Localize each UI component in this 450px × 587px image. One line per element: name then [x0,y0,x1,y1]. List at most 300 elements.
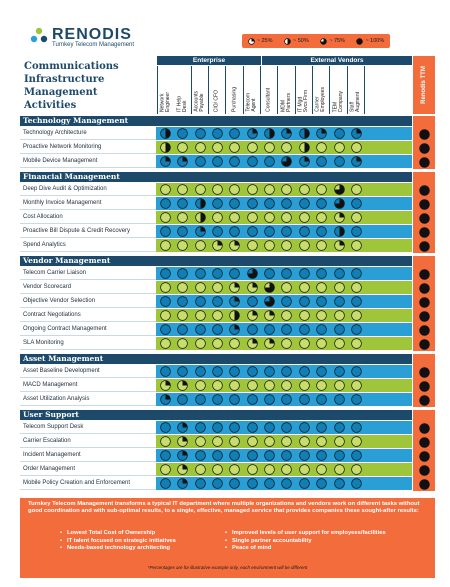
coverage-0-icon [247,478,258,489]
coverage-cell [279,365,294,378]
coverage-0-icon [299,380,310,391]
coverage-cell [349,281,364,294]
coverage-1-icon [299,156,310,167]
coverage-cell [332,365,347,378]
activity-label: Technology Architecture [20,127,156,140]
footer-panel [20,498,435,578]
coverage-4-icon [419,325,430,336]
coverage-0-icon [229,128,240,139]
coverage-cell [210,463,225,476]
coverage-0-icon [212,184,223,195]
coverage-0-icon [264,450,275,461]
coverage-0-icon [316,296,327,307]
coverage-0-icon [195,310,206,321]
coverage-0-icon [351,338,362,349]
coverage-cell [314,239,329,252]
coverage-cell [158,421,173,434]
coverage-cell [158,127,173,140]
coverage-cell [193,225,208,238]
coverage-4-icon [419,339,430,350]
activity-label: Monthly Invoice Management [20,197,156,210]
coverage-0-icon [316,184,327,195]
activity-row [20,225,412,239]
activity-label: Asset Baseline Development [20,365,156,378]
coverage-0-icon [351,478,362,489]
coverage-cell [262,393,277,406]
activity-label: Telecom Carrier Liaison [20,267,156,280]
coverage-cell [245,463,260,476]
coverage-0-icon [281,338,292,349]
coverage-cell [193,281,208,294]
coverage-cell [193,393,208,406]
coverage-0-icon [281,184,292,195]
coverage-cell [227,197,242,210]
coverage-0-icon [299,226,310,237]
coverage-0-icon [316,310,327,321]
coverage-cell [262,127,277,140]
activity-label: MACD Management [20,379,156,392]
coverage-0-icon [160,464,171,475]
coverage-cell [210,365,225,378]
coverage-0-icon [247,394,258,405]
coverage-cell [193,127,208,140]
coverage-cell [227,477,242,490]
coverage-0-icon [212,296,223,307]
ttm-coverage-cell [413,365,435,379]
coverage-0-icon [316,394,327,405]
coverage-4-icon [419,227,430,238]
coverage-0-icon [212,268,223,279]
benefit-item: • IT talent focused on strategic initiatives [60,538,176,546]
coverage-1-icon [264,310,275,321]
coverage-cell [210,155,225,168]
coverage-cell [175,365,190,378]
coverage-cell [332,267,347,280]
coverage-cell [210,379,225,392]
coverage-4-icon [419,157,430,168]
coverage-cell [245,267,260,280]
coverage-cell [158,477,173,490]
coverage-0-icon [334,450,345,461]
column-header [278,66,295,114]
coverage-cell [227,421,242,434]
coverage-0-icon [229,184,240,195]
coverage-1-icon [334,240,345,251]
coverage-cell [245,211,260,224]
column-header [331,66,348,114]
ttm-column-spacer [413,410,435,421]
coverage-0-icon [264,226,275,237]
coverage-cell [349,155,364,168]
coverage-0-icon [229,366,240,377]
coverage-0-icon [264,478,275,489]
coverage-0-icon [195,268,206,279]
coverage-0-icon [195,156,206,167]
coverage-0-icon [212,450,223,461]
ttm-coverage-cell [413,435,435,449]
coverage-4-icon [419,269,430,280]
coverage-0-icon [160,478,171,489]
coverage-cell [349,477,364,490]
coverage-0-icon [316,464,327,475]
coverage-0-icon [299,422,310,433]
coverage-0-icon [351,450,362,461]
coverage-0-icon [247,240,258,251]
coverage-cell [175,141,190,154]
coverage-0-icon [334,380,345,391]
coverage-cell [158,295,173,308]
legend-item [248,38,273,45]
coverage-cell [314,267,329,280]
coverage-0-icon [316,436,327,447]
coverage-1-icon [177,156,188,167]
coverage-cell [297,225,312,238]
column-header-label: Carrier Employees [314,87,327,112]
coverage-cell [193,211,208,224]
coverage-0-icon [247,450,258,461]
coverage-4-icon [419,479,430,490]
coverage-0-icon [247,324,258,335]
coverage-0-icon [334,366,345,377]
coverage-cell [175,449,190,462]
coverage-4-icon [419,423,430,434]
coverage-cell [332,379,347,392]
coverage-3-icon [320,38,327,45]
coverage-cell [297,197,312,210]
legend-item [356,38,384,45]
coverage-cell [158,463,173,476]
coverage-3-icon [334,184,345,195]
coverage-0-icon [299,366,310,377]
coverage-0-icon [299,212,310,223]
ttm-coverage-cell [413,155,435,169]
coverage-cell [175,463,190,476]
coverage-0-icon [247,198,258,209]
coverage-cell [210,421,225,434]
coverage-cell [227,393,242,406]
coverage-0-icon [281,450,292,461]
coverage-4-icon [419,311,430,322]
coverage-0-icon [160,436,171,447]
coverage-cell [262,449,277,462]
ttm-coverage-cell [413,211,435,225]
coverage-cell [279,267,294,280]
coverage-cell [349,295,364,308]
coverage-2-icon [195,212,206,223]
legend-label: ~ 25% [256,38,273,44]
coverage-0-icon [351,422,362,433]
coverage-cell [314,309,329,322]
coverage-cell [279,337,294,350]
coverage-0-icon [281,142,292,153]
coverage-cell [332,295,347,308]
coverage-0-icon [281,240,292,251]
coverage-0-icon [264,268,275,279]
coverage-cell [245,449,260,462]
coverage-0-icon [229,450,240,461]
coverage-cell [349,421,364,434]
coverage-0-icon [247,212,258,223]
coverage-0-icon [299,478,310,489]
coverage-cell [349,463,364,476]
coverage-cell [279,435,294,448]
column-header [296,66,313,114]
coverage-cell [227,463,242,476]
coverage-cell [158,337,173,350]
coverage-0-icon [195,450,206,461]
section-header: Technology Management [20,116,412,126]
coverage-1-icon [160,156,171,167]
coverage-cell [227,309,242,322]
coverage-cell [227,155,242,168]
coverage-cell [193,197,208,210]
coverage-0-icon [229,436,240,447]
coverage-cell [175,197,190,210]
activity-label: Asset Utilization Analysis [20,393,156,406]
coverage-2-icon [264,128,275,139]
coverage-cell [349,323,364,336]
coverage-cell [314,477,329,490]
coverage-cell [210,197,225,210]
coverage-0-icon [195,282,206,293]
coverage-1-icon [160,380,171,391]
coverage-cell [262,435,277,448]
coverage-cell [314,421,329,434]
activity-row [20,197,412,211]
coverage-0-icon [351,436,362,447]
coverage-cell [158,393,173,406]
coverage-cell [227,225,242,238]
coverage-0-icon [316,478,327,489]
coverage-0-icon [229,226,240,237]
activity-label: Telecom Support Desk [20,421,156,434]
page-title: Communications Infrastructure Management Activities [24,61,119,111]
coverage-0-icon [229,464,240,475]
coverage-cell [262,281,277,294]
coverage-cell [332,239,347,252]
coverage-cell [245,309,260,322]
coverage-2-icon [299,128,310,139]
coverage-cell [245,365,260,378]
coverage-0-icon [299,324,310,335]
coverage-cell [279,309,294,322]
coverage-0-icon [351,366,362,377]
coverage-cell [227,281,242,294]
coverage-0-icon [299,268,310,279]
coverage-1-icon [177,380,188,391]
column-header [244,66,261,114]
ttm-coverage-cell [413,421,435,435]
activity-label: SLA Monitoring [20,337,156,350]
coverage-0-icon [299,296,310,307]
column-header-label: TEM Company [332,90,344,112]
coverage-cell [349,211,364,224]
coverage-0-icon [177,128,188,139]
coverage-cell [262,183,277,196]
coverage-cell [332,197,347,210]
column-header-label: Purchasing [230,86,237,112]
coverage-cell [314,155,329,168]
ttm-coverage-cell [413,295,435,309]
coverage-1-icon [334,212,345,223]
activity-label: Deep Dive Audit & Optimization [20,183,156,196]
coverage-cell [262,421,277,434]
coverage-2-icon [284,38,291,45]
coverage-0-icon [299,184,310,195]
coverage-0-icon [212,282,223,293]
coverage-cell [297,477,312,490]
coverage-cell [245,477,260,490]
activity-row [20,183,412,197]
coverage-cell [314,183,329,196]
coverage-0-icon [195,464,206,475]
coverage-0-icon [212,198,223,209]
coverage-0-icon [334,422,345,433]
coverage-0-icon [264,212,275,223]
coverage-cell [210,393,225,406]
coverage-0-icon [229,198,240,209]
coverage-cell [245,337,260,350]
coverage-cell [210,477,225,490]
coverage-cell [158,211,173,224]
coverage-cell [158,449,173,462]
benefit-item: • Peace of mind [225,545,386,553]
coverage-0-icon [334,338,345,349]
coverage-0-icon [212,324,223,335]
coverage-0-icon [299,450,310,461]
column-header [226,66,243,114]
coverage-cell [210,337,225,350]
benefit-item: • Improved levels of user support for employees/facilities [225,530,386,538]
coverage-0-icon [177,240,188,251]
coverage-cell [314,197,329,210]
coverage-0-icon [351,226,362,237]
coverage-cell [158,225,173,238]
coverage-cell [349,435,364,448]
coverage-0-icon [351,184,362,195]
coverage-0-icon [334,394,345,405]
coverage-0-icon [160,310,171,321]
coverage-cell [210,239,225,252]
coverage-0-icon [351,282,362,293]
activity-row [20,337,412,351]
coverage-0-icon [281,394,292,405]
ttm-coverage-cell [413,183,435,197]
coverage-0-icon [334,464,345,475]
coverage-0-icon [281,282,292,293]
coverage-1-icon [160,394,171,405]
coverage-1-icon [229,282,240,293]
coverage-cell [193,295,208,308]
coverage-4-icon [419,129,430,140]
ttm-coverage-cell [413,463,435,477]
coverage-cell [262,323,277,336]
coverage-2-icon [160,128,171,139]
coverage-0-icon [160,366,171,377]
activity-row [20,127,412,141]
coverage-0-icon [264,324,275,335]
coverage-1-icon [247,282,258,293]
coverage-0-icon [334,268,345,279]
coverage-cell [158,267,173,280]
coverage-1-icon [316,128,327,139]
coverage-cell [262,239,277,252]
coverage-0-icon [316,324,327,335]
coverage-0-icon [160,338,171,349]
coverage-cell [332,309,347,322]
coverage-cell [279,463,294,476]
coverage-0-icon [212,464,223,475]
coverage-cell [175,477,190,490]
coverage-cell [210,141,225,154]
coverage-cell [245,393,260,406]
coverage-cell [279,155,294,168]
coverage-cell [227,127,242,140]
coverage-cell [332,211,347,224]
column-header-label: MDM Partners [280,93,292,112]
coverage-cell [175,337,190,350]
left-benefits-list [60,530,176,553]
coverage-0-icon [212,422,223,433]
coverage-cell [158,183,173,196]
column-header [174,66,191,114]
coverage-0-icon [195,436,206,447]
coverage-cell [349,309,364,322]
coverage-cell [332,393,347,406]
coverage-0-icon [212,436,223,447]
coverage-0-icon [177,268,188,279]
activity-row [20,239,412,253]
coverage-cell [175,225,190,238]
coverage-1-icon [248,38,255,45]
coverage-cell [193,239,208,252]
coverage-0-icon [281,464,292,475]
activity-label: Order Management [20,463,156,476]
coverage-1-icon [195,226,206,237]
coverage-cell [210,127,225,140]
coverage-0-icon [247,184,258,195]
coverage-cell [332,155,347,168]
coverage-cell [210,281,225,294]
coverage-0-icon [281,296,292,307]
coverage-cell [227,239,242,252]
activity-row [20,365,412,379]
coverage-cell [245,435,260,448]
coverage-0-icon [351,324,362,335]
coverage-0-icon [281,436,292,447]
activity-row [20,435,412,449]
coverage-0-icon [316,450,327,461]
coverage-cell [297,141,312,154]
coverage-1-icon [247,310,258,321]
coverage-0-icon [177,310,188,321]
coverage-3-icon [281,156,292,167]
coverage-0-icon [264,464,275,475]
coverage-cell [262,337,277,350]
coverage-0-icon [247,142,258,153]
coverage-0-icon [299,436,310,447]
coverage-0-icon [247,366,258,377]
coverage-0-icon [351,198,362,209]
coverage-cell [227,267,242,280]
coverage-0-icon [177,142,188,153]
coverage-0-icon [195,394,206,405]
coverage-cell [193,449,208,462]
coverage-0-icon [229,338,240,349]
benefit-item: • Needs-based technology architecting [60,545,176,553]
coverage-0-icon [316,366,327,377]
coverage-1-icon [177,464,188,475]
